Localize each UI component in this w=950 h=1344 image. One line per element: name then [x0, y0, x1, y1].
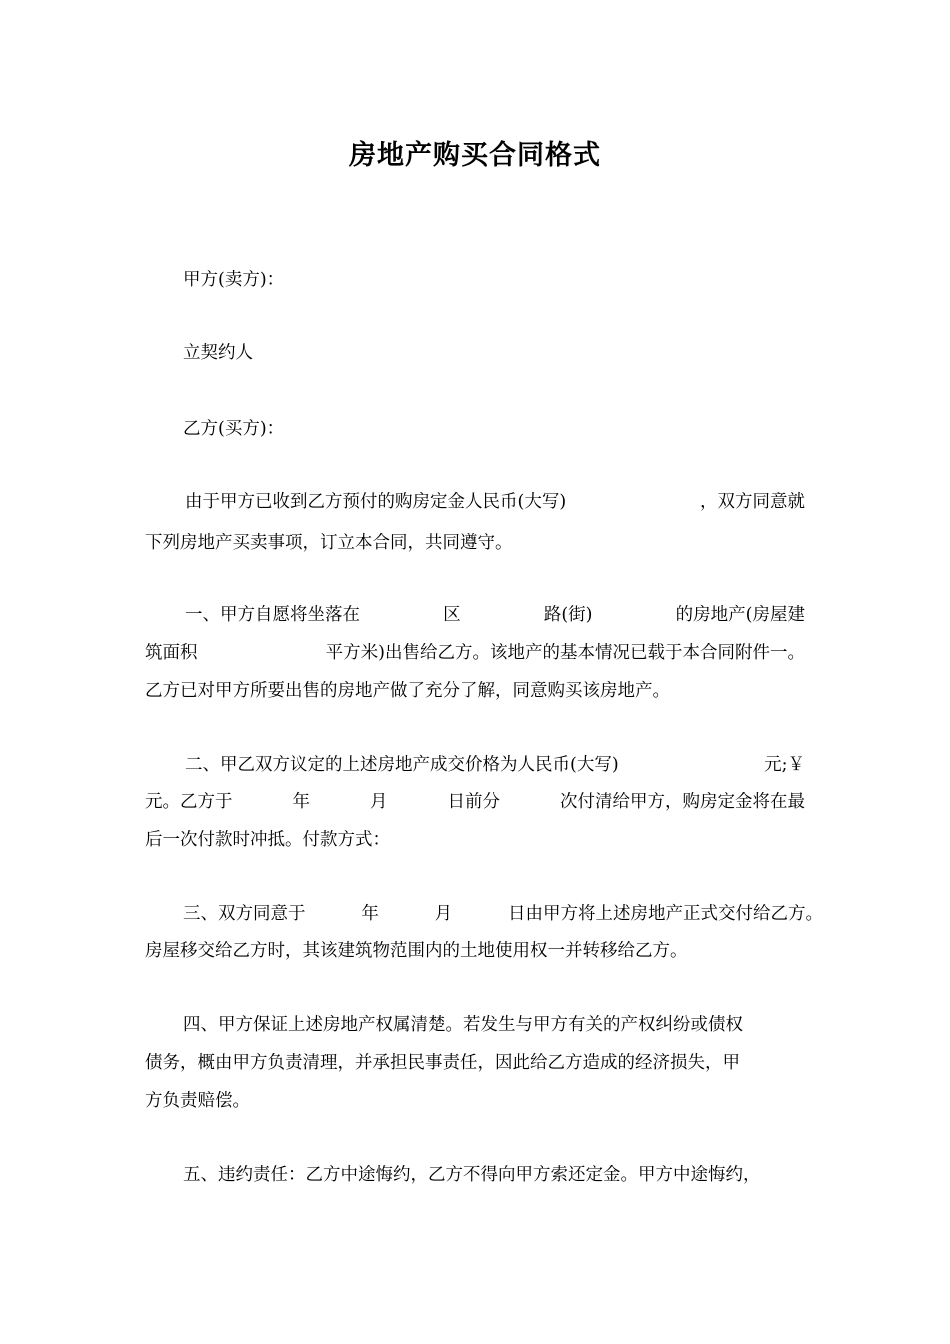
- clause4-line-2: 债务，概由甲方负责清理，并承担民事责任，因此给乙方造成的经济损失，甲: [145, 1053, 740, 1073]
- clause1-text-b: 区: [443, 605, 461, 625]
- clause1-line-1: [185, 603, 805, 627]
- intro-text-a: 由于甲方已收到乙方预付的购房定金人民币(大写): [185, 492, 567, 512]
- clause1-line-2: [145, 641, 805, 665]
- clause3-text-c: 月: [434, 904, 453, 924]
- party-b-label: 乙方(买方)：: [183, 419, 285, 439]
- intro-line-2: 下列房地产买卖事项，订立本合同，共同遵守。: [145, 533, 513, 553]
- clause2-text-c: 元。乙方于: [145, 792, 233, 812]
- clause3-text-b: 年: [361, 904, 379, 924]
- clause2-line-1: [185, 753, 805, 777]
- clause4-line-3: 方负责赔偿。: [145, 1091, 250, 1111]
- clause2-text-d: 年: [292, 792, 310, 812]
- clause1-text-e: 筑面积: [145, 643, 198, 663]
- party-a-label: 甲方(卖方)：: [183, 270, 285, 290]
- clause2-text-f: 日前分: [447, 792, 500, 812]
- intro-line-1: [185, 490, 805, 514]
- clause5-line-1: 五、违约责任：乙方中途悔约，乙方不得向甲方索还定金。甲方中途悔约，: [183, 1165, 761, 1185]
- clause2-text-a: 二、甲乙双方议定的上述房地产成交价格为人民币(大写): [185, 755, 619, 775]
- clause1-text-a: 一、甲方自愿将坐落在: [185, 605, 360, 625]
- clause2-text-e: 月: [370, 792, 388, 812]
- page-title: 房地产购买合同格式: [349, 140, 601, 171]
- clause2-text-b: 元;￥: [764, 755, 805, 775]
- clause2-text-g: 次付清给甲方，购房定金将在最: [560, 792, 805, 812]
- clause1-text-d: 的房地产(房屋建: [675, 605, 805, 625]
- signer-label: 立契约人: [183, 343, 253, 363]
- clause4-line-1: 四、甲方保证上述房地产权属清楚。若发生与甲方有关的产权纠纷或债权: [183, 1015, 743, 1035]
- clause2-line-3: 后一次付款时冲抵。付款方式：: [145, 830, 390, 850]
- clause1-text-c: 路(街): [543, 605, 593, 625]
- clause1-text-f: 平方米)出售给乙方。该地产的基本情况已载于本合同附件一。: [325, 643, 805, 663]
- clause3-text-a: 三、双方同意于: [183, 904, 306, 924]
- clause3-line-2: 房屋移交给乙方时，其该建筑物范围内的土地使用权一并转移给乙方。: [145, 941, 688, 961]
- clause3-text-d: 日由甲方将上述房地产正式交付给乙方。: [507, 904, 823, 924]
- intro-text-b: ，双方同意就: [700, 492, 805, 512]
- clause1-line-3: 乙方已对甲方所要出售的房地产做了充分了解，同意购买该房地产。: [145, 681, 670, 701]
- clause3-line-1: [183, 902, 823, 926]
- clause2-line-2: [145, 790, 805, 814]
